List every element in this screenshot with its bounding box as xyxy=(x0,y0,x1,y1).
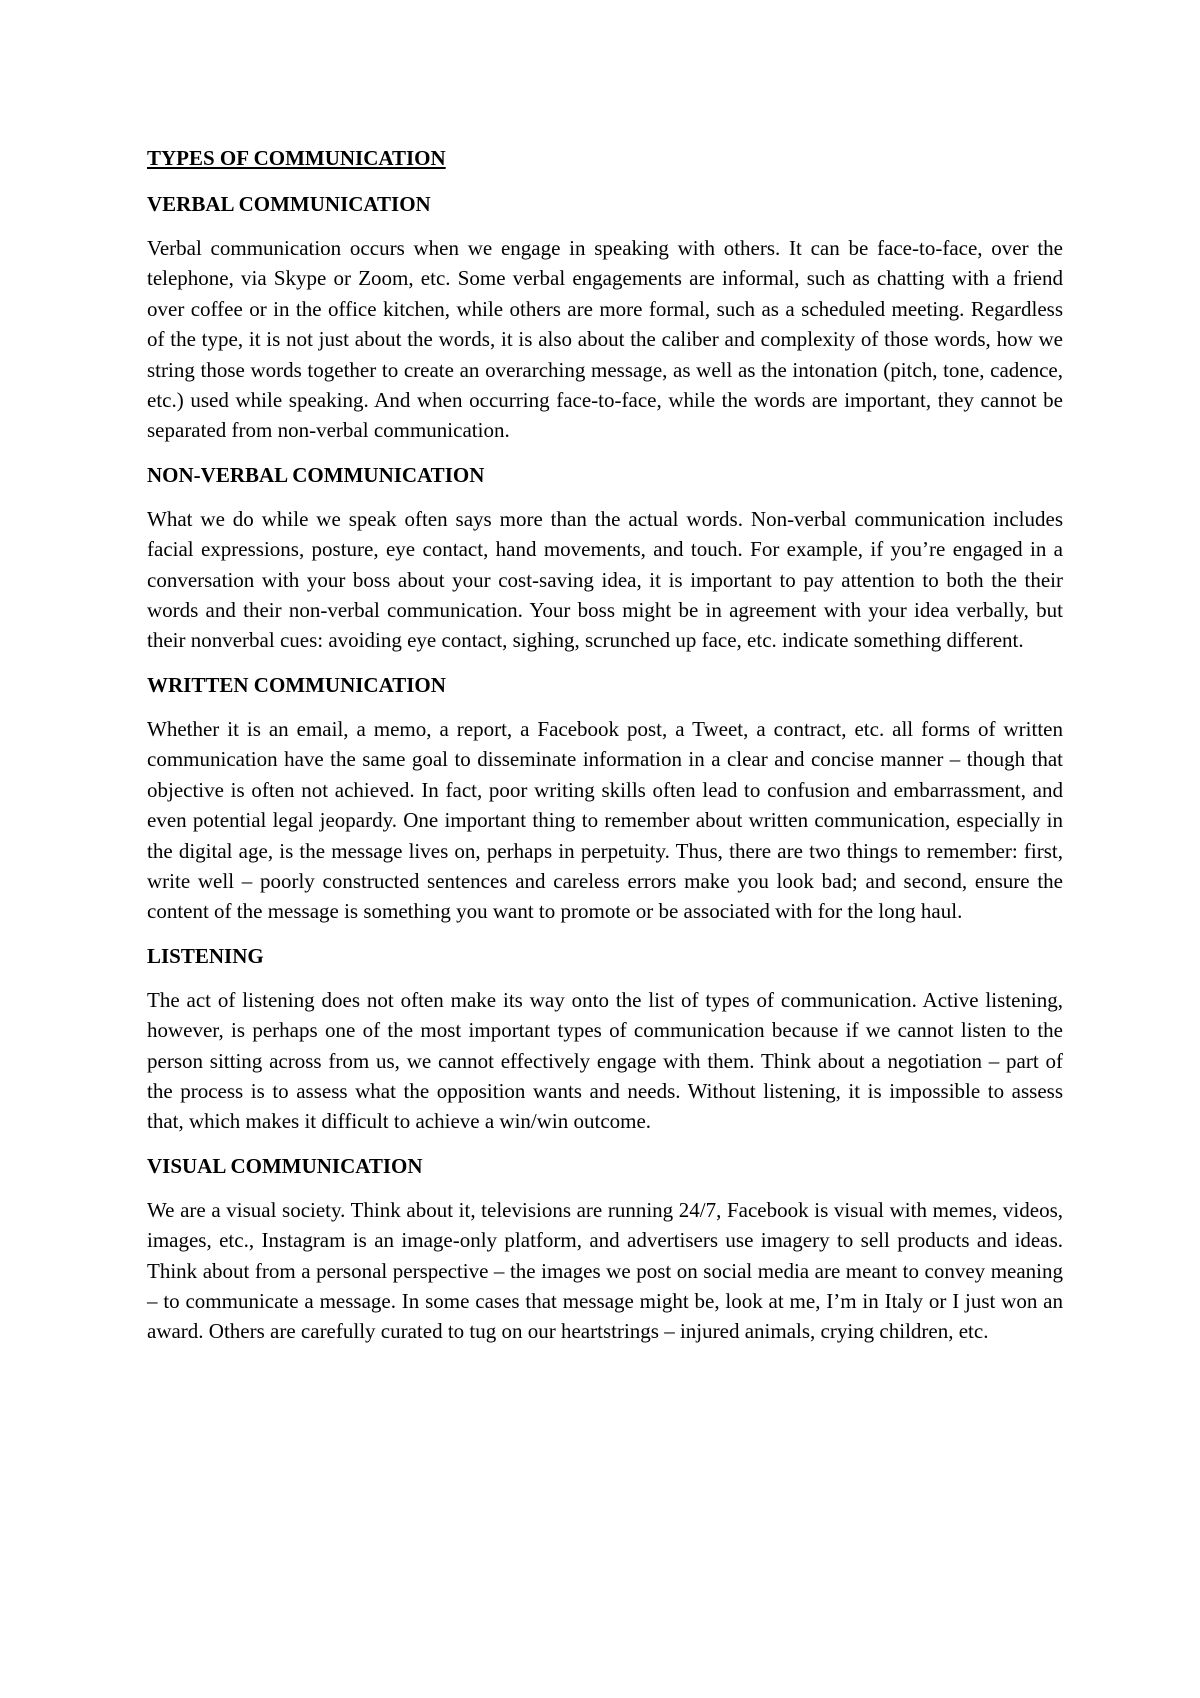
section-body-verbal: Verbal communication occurs when we engage in speaking with others. It can be face-to-face, over the telephone, via Skype or Zoom, etc. Some verbal engagements are informal, such as chatting with a friend over coffee or in the office kitchen, while others are more formal, such as a scheduled meeting. Regardless of the type, it is not just about the words, it is also about the caliber and complexity of those words, how we string those words together to create an overarching message, as well as the intonation (pitch, tone, cadence, etc.) used while speaking. And when occurring face-to-face, while the words are important, they cannot be separated from non-verbal communication. xyxy=(147,236,1063,443)
section-body-listening: The act of listening does not often make its way onto the list of types of communication. Active listening, however, is perhaps one of the most important types of communication because if we cannot listen to the person sitting across from us, we cannot effectively engage with them. Think about a negotiation – part of the process is to assess what the opposition wants and needs. Without listening, it is impossible to assess that, which makes it difficult to achieve a win/win outcome. xyxy=(147,987,1063,1134)
section-body-non-verbal: What we do while we speak often says more than the actual words. Non-verbal communication includes facial expressions, posture, eye contact, hand movements, and touch. For example, if you’re engaged in a conversation with your boss about your cost-saving idea, it is important to pay attention to both the their words and their non-verbal communication. Your boss might be in agreement with your idea verbally, but their nonverbal cues: avoiding eye contact, sighing, scrunched up face, etc. indicate something different. xyxy=(147,506,1063,653)
section-heading-visual: VISUAL COMMUNICATION xyxy=(147,1153,423,1178)
section-heading-verbal: VERBAL COMMUNICATION xyxy=(147,192,431,216)
document-title: TYPES OF COMMUNICATION xyxy=(147,146,446,170)
section-heading-non-verbal: NON-VERBAL COMMUNICATION xyxy=(147,462,485,487)
section-body-visual: We are a visual society. Think about it, televisions are running 24/7, Facebook is visual with memes, videos, images, etc., Instagram is an image-only platform, and advertisers use imagery to sell products and ideas. Think about from a personal perspective – the images we post on social media are meant to convey meaning – to communicate a message. In some cases that message might be, look at me, I’m in Italy or I just won an award. Others are carefully curated to tug on our heartstrings – injured animals, crying children, etc. xyxy=(147,1197,1063,1344)
section-heading-written: WRITTEN COMMUNICATION xyxy=(147,672,446,697)
section-body-written: Whether it is an email, a memo, a report, a Facebook post, a Tweet, a contract, etc. all forms of written communication have the same goal to disseminate information in a clear and concise manner – though that objective is often not achieved. In fact, poor writing skills often lead to confusion and embarrassment, and even potential legal jeopardy. One important thing to remember about written communication, especially in the digital age, is the message lives on, perhaps in perpetuity. Thus, there are two things to remember: first, write well – poorly constructed sentences and careless errors make you look bad; and second, ensure the content of the message is something you want to promote or be associated with for the long haul. xyxy=(147,716,1063,924)
section-heading-listening: LISTENING xyxy=(147,943,264,968)
document-page xyxy=(147,143,1063,1361)
